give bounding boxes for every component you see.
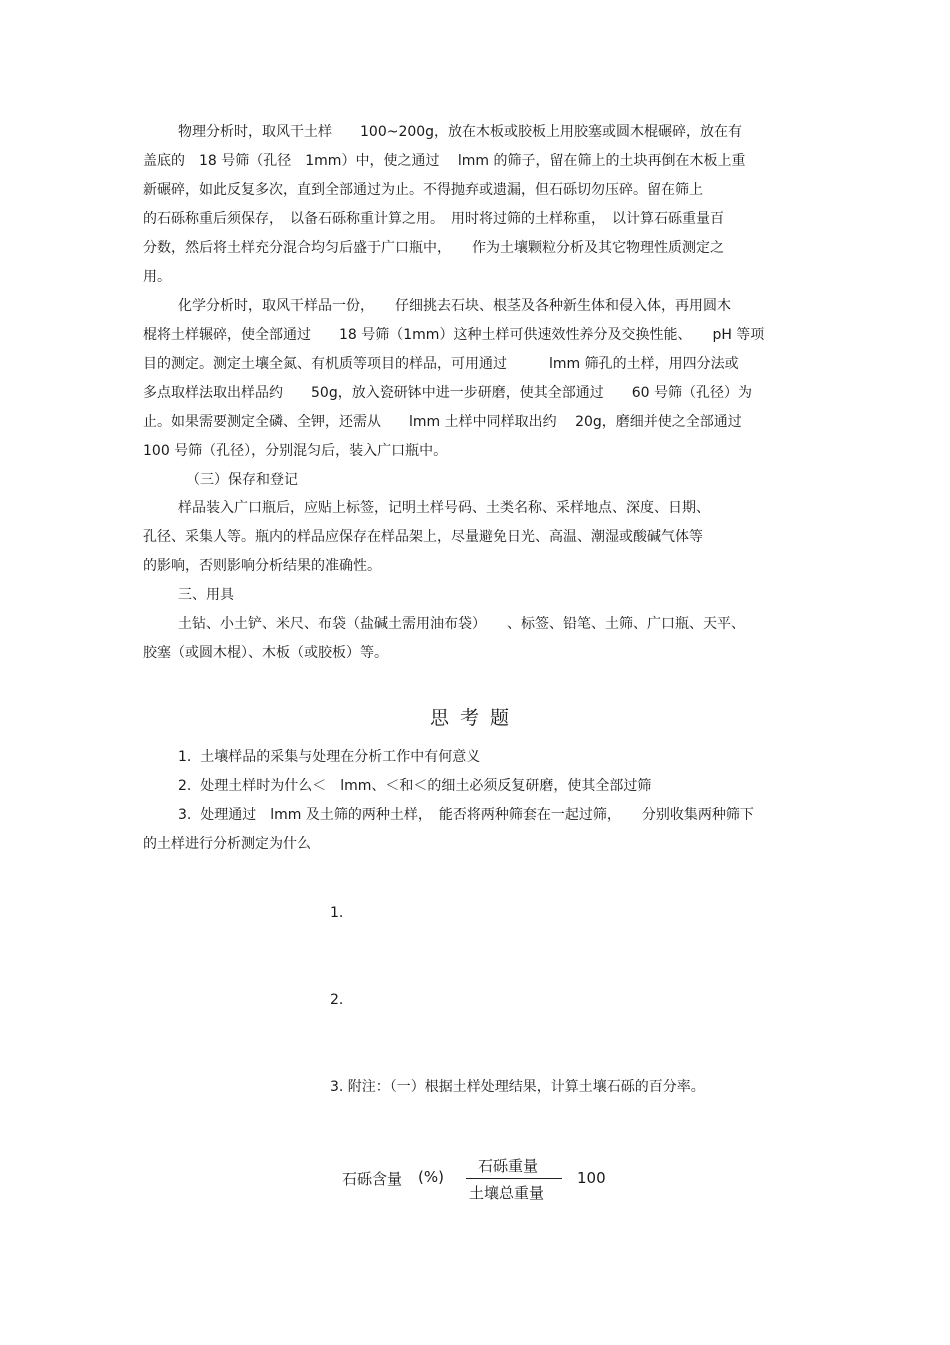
paragraph-line: 用。	[143, 269, 171, 285]
fraction-bar	[466, 1178, 562, 1179]
paragraph-line: 的石砾称重后须保存， 以备石砾称重计算之用。 用时将过筛的土样称重， 以计算石砾重量百	[143, 211, 724, 227]
section-heading: 三、用具	[178, 587, 234, 603]
numbered-item: 2.	[330, 992, 344, 1008]
paragraph-line: 的影响，否则影响分析结果的准确性。	[143, 558, 381, 574]
paragraph-line: 分数，然后将土样充分混合均匀后盛于广口瓶中， 作为土壤颗粒分析及其它物理性质测定之	[143, 240, 724, 256]
section-title: 思考题	[429, 707, 520, 729]
paragraph-line: 盖底的 18 号筛（孔径 1mm）中，使之通过 lmm 的筛子，留在筛上的土块再倒在木板上重	[143, 153, 746, 169]
question-item: 1. 土壤样品的采集与处理在分析工作中有何意义	[178, 749, 481, 765]
numbered-item: 1.	[330, 905, 344, 921]
subsection-heading: （三）保存和登记	[186, 472, 298, 488]
paragraph-line: 物理分析时，取风干土样 100~200g，放在木板或胶板上用胶塞或圆木棍碾碎，放在有	[178, 124, 743, 140]
formula-numerator: 石砾重量	[478, 1157, 539, 1175]
formula-unit: (%)	[418, 1168, 444, 1186]
formula	[342, 1155, 622, 1205]
paragraph-line: 目的测定。测定土壤全氮、有机质等项目的样品，可用通过 lmm 筛孔的土样，用四分法或	[143, 356, 739, 372]
paragraph-line: 新碾碎，如此反复多次，直到全部通过为止。不得抛弃或遗漏，但石砾切勿压碎。留在筛上	[143, 182, 703, 198]
paragraph-line: 棍将土样辗碎，使全部通过 18 号筛（1mm）这种土样可供速效性养分及交换性能、 pH 等项	[143, 327, 765, 343]
paragraph-line: 100 号筛（孔径），分别混匀后，装入广口瓶中。	[143, 443, 448, 459]
paragraph-line: 土钻、小土铲、米尺、布袋（盐碱土需用油布袋） 、标签、铅笔、土筛、广口瓶、天平、	[178, 616, 745, 632]
paragraph-line: 多点取样法取出样品约 50g，放入瓷研钵中进一步研磨，使其全部通过 60 号筛（孔径）为	[143, 385, 752, 401]
paragraph-line: 样品装入广口瓶后，应贴上标签，记明土样号码、土类名称、采样地点、深度、日期、	[178, 500, 710, 516]
formula-multiplier: 100	[577, 1169, 606, 1187]
formula-denominator: 土壤总重量	[469, 1184, 545, 1202]
question-item: 2. 处理土样时为什么＜ lmm、＜和＜的细土必须反复研磨，使其全部过筛	[178, 778, 652, 794]
paragraph-line: 化学分析时，取风干样品一份， 仔细挑去石块、根茎及各种新生体和侵入体，再用圆木	[178, 298, 731, 314]
numbered-item: 3. 附注：（一）根据土样处理结果，计算土壤石砾的百分率。	[330, 1079, 705, 1095]
paragraph-line: 胶塞（或圆木棍）、木板（或胶板）等。	[143, 645, 388, 661]
paragraph-line: 止。如果需要测定全磷、全钾，还需从 lmm 土样中同样取出约 20g，磨细并使之全部通过	[143, 414, 742, 430]
question-item: 的土样进行分析测定为什么	[143, 836, 311, 852]
formula-label: 石砾含量	[342, 1170, 403, 1188]
paragraph-line: 孔径、采集人等。瓶内的样品应保存在样品架上，尽量避免日光、高温、潮湿或酸碱气体等	[143, 529, 703, 545]
question-item: 3. 处理通过 lmm 及土筛的两种土样， 能否将两种筛套在一起过筛， 分别收集两种筛下	[178, 807, 754, 823]
